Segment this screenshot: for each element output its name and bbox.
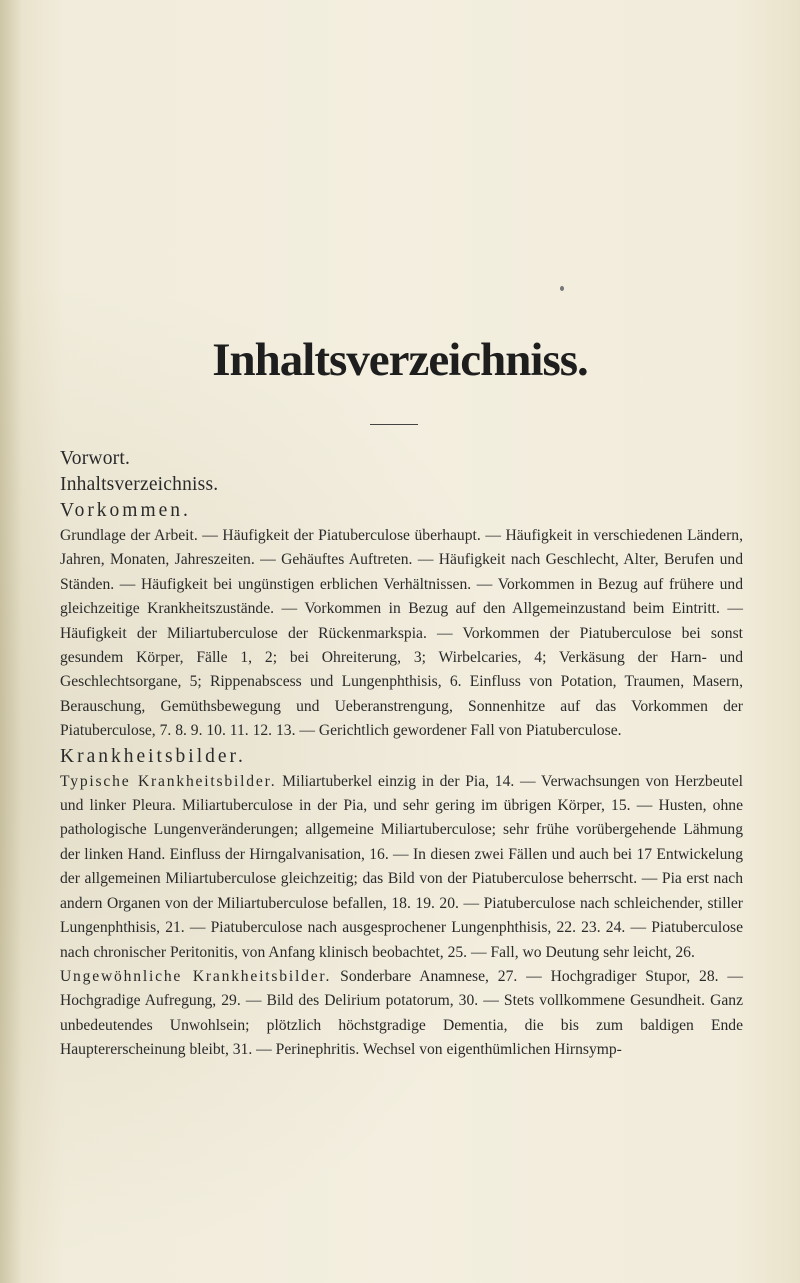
section-heading-krankheitsbilder: Krankheitsbilder. bbox=[60, 745, 246, 767]
toc-entry-inhaltsverzeichniss: Inhaltsverzeichniss. bbox=[60, 474, 219, 495]
ungewoehnliche-krankheitsbilder-label: Ungewöhnliche Krankheitsbilder. bbox=[60, 967, 332, 985]
ungewoehnliche-krankheitsbilder-contents bbox=[60, 965, 743, 1063]
ungewoehnliche-krankheitsbilder-text: Sonderbare Anamnese, 27. — Hochgradiger Stupor, 28. — Hochgradige Aufregung, 29. — Bild des Delirium potatorum, 30. — Stets vollkommene Gesundheit. Ganz unbedeutendes Unwohlsein; plötzlich höchstgradige Dementia, die bis zum baldigen Ende Hauptererscheinung bleibt, 31. — Perinephritis. Wechsel von eigenthümlichen Hirnsymp- bbox=[60, 967, 743, 1059]
typische-krankheitsbilder-label: Typische Krankheitsbilder. bbox=[60, 772, 277, 790]
page-spine-shadow bbox=[0, 0, 22, 1283]
typische-krankheitsbilder-text: Miliartuberkel einzig in der Pia, 14. — Verwachsungen von Herzbeutel und linker Pleura. Miliartuberculose in der Pia, und sehr gering im übrigen Körper, 15. — Husten, ohne pathologische Lungenveränderungen; allgemeine Miliartuberculose; sehr frühe vorübergehende Lähmung der linken Hand. Einfluss der Hirngalvanisation, 16. — In diesen zwei Fällen und auch bei 17 Entwickelung der allgemeinen Miliartuberculose gleichzeitig; das Bild von der Piatuberculose beherrscht. — Pia erst nach andern Organen von der Miliartuberculose befallen, 18. 19. 20. — Piatuberculose nach schleichender, stiller Lungenphthisis, 21. — Piatuberculose nach ausgesprochener Lungenphthisis, 22. 23. 24. — Piatuberculose nach chronischer Peritonitis, von Anfang klinisch beobachtet, 25. — Fall, wo Deutung sehr leicht, 26. bbox=[60, 772, 743, 961]
section-heading-vorkommen: Vorkommen. bbox=[60, 500, 191, 521]
typische-krankheitsbilder-contents bbox=[60, 770, 743, 965]
title-divider bbox=[370, 424, 418, 425]
ink-speck bbox=[560, 286, 564, 291]
vorkommen-contents: Grundlage der Arbeit. — Häufigkeit der Piatuberculose überhaupt. — Häufigkeit in verschiedenen Ländern, Jahren, Monaten, Jahreszeiten. — Gehäuftes Auftreten. — Häufigkeit nach Geschlecht, Alter, Berufen und Ständen. — Häufigkeit bei ungünstigen erblichen Verhältnissen. — Vorkommen in Bezug auf frühere und gleichzeitige Krankheitszustände. — Vorkommen in Bezug auf den Allgemeinzustand beim Eintritt. — Häufigkeit der Miliartuberculose der Rückenmarkspia. — Vorkommen der Piatuberculose bei sonst gesundem Körper, Fälle 1, 2; bei Ohreiterung, 3; Wirbelcaries, 4; Verkäsung der Harn- und Geschlechtsorgane, 5; Rippenabscess und Lungenphthisis, 6. Einfluss von Potation, Traumen, Masern, Berauschung, Gemüthsbewegung und Ueberanstrengung, Sonnenhitze auf das Vorkommen der Piatuberculose, 7. 8. 9. 10. 11. 12. 13. — Gerichtlich gewordener Fall von Piatuberculose. bbox=[60, 527, 743, 740]
page-title: Inhaltsverzeichniss. bbox=[212, 334, 588, 386]
toc-entry-vorwort: Vorwort. bbox=[60, 448, 131, 469]
table-of-contents bbox=[60, 446, 743, 1063]
